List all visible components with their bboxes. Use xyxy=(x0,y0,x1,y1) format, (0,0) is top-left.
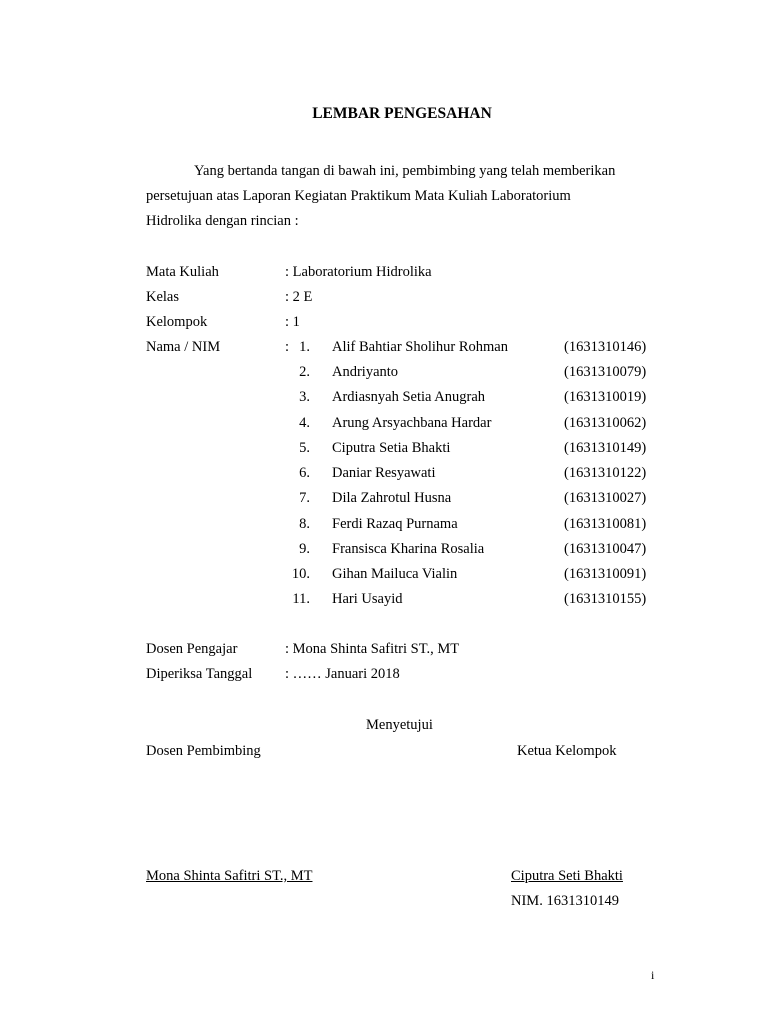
member-nim: (1631310081) xyxy=(564,516,647,532)
nama-nim-colon: : xyxy=(285,339,290,355)
member-number: 10. xyxy=(291,566,310,582)
member-number: 6. xyxy=(299,465,310,481)
dosen-pengajar-label: Dosen Pengajar xyxy=(146,641,238,657)
member-name: Dila Zahrotul Husna xyxy=(332,490,452,506)
member-nim: (1631310079) xyxy=(564,364,647,380)
member-name: Gihan Mailuca Vialin xyxy=(332,566,458,582)
member-nim: (1631310019) xyxy=(564,389,647,405)
member-nim: (1631310149) xyxy=(564,440,647,456)
mata-kuliah-value: : Laboratorium Hidrolika xyxy=(285,264,432,280)
member-name: Ferdi Razaq Purnama xyxy=(332,516,458,532)
member-nim: (1631310146) xyxy=(564,339,647,355)
left-signer-name: Mona Shinta Safitri ST., MT xyxy=(146,868,313,884)
member-name: Fransisca Kharina Rosalia xyxy=(332,541,485,557)
member-number: 2. xyxy=(299,364,310,380)
left-signer-role: Dosen Pembimbing xyxy=(146,743,261,759)
intro-line-3: Hidrolika dengan rincian : xyxy=(146,213,299,229)
diperiksa-label: Diperiksa Tanggal xyxy=(146,666,253,682)
member-nim: (1631310122) xyxy=(564,465,647,481)
kelompok-value: : 1 xyxy=(285,314,300,330)
member-nim: (1631310062) xyxy=(564,415,647,431)
member-nim: (1631310047) xyxy=(564,541,647,557)
right-signer-role: Ketua Kelompok xyxy=(517,743,617,759)
dosen-pengajar-value: : Mona Shinta Safitri ST., MT xyxy=(285,641,460,657)
intro-line-1: Yang bertanda tangan di bawah ini, pembimbing yang telah memberikan xyxy=(194,163,616,179)
kelompok-label: Kelompok xyxy=(146,314,208,330)
nama-nim-label: Nama / NIM xyxy=(146,339,221,355)
intro-line-2: persetujuan atas Laporan Kegiatan Praktikum Mata Kuliah Laboratorium xyxy=(146,188,571,204)
member-number: 4. xyxy=(299,415,310,431)
member-number: 9. xyxy=(299,541,310,557)
member-nim: (1631310091) xyxy=(564,566,647,582)
member-number: 5. xyxy=(299,440,310,456)
kelas-label: Kelas xyxy=(146,289,180,305)
member-name: Ciputra Setia Bhakti xyxy=(332,440,451,456)
approval-heading: Menyetujui xyxy=(366,717,433,733)
member-nim: (1631310155) xyxy=(564,591,647,607)
right-signer-nim: NIM. 1631310149 xyxy=(511,893,619,909)
member-name: Andriyanto xyxy=(332,364,399,380)
page-title: LEMBAR PENGESAHAN xyxy=(312,105,492,122)
member-number: 11. xyxy=(292,591,310,607)
member-number: 1. xyxy=(299,339,310,355)
member-name: Ardiasnyah Setia Anugrah xyxy=(332,389,486,405)
diperiksa-value: : …… Januari 2018 xyxy=(285,666,400,682)
member-number: 3. xyxy=(299,389,310,405)
member-number: 7. xyxy=(299,490,310,506)
member-name: Arung Arsyachbana Hardar xyxy=(332,415,492,431)
kelas-value: : 2 E xyxy=(285,289,313,305)
page-number: i xyxy=(651,968,655,982)
member-nim: (1631310027) xyxy=(564,490,647,506)
mata-kuliah-label: Mata Kuliah xyxy=(146,264,219,280)
member-name: Alif Bahtiar Sholihur Rohman xyxy=(332,339,508,355)
member-number: 8. xyxy=(299,516,310,532)
member-name: Daniar Resyawati xyxy=(332,465,436,481)
right-signer-name: Ciputra Seti Bhakti xyxy=(511,868,623,884)
member-name: Hari Usayid xyxy=(332,591,403,607)
